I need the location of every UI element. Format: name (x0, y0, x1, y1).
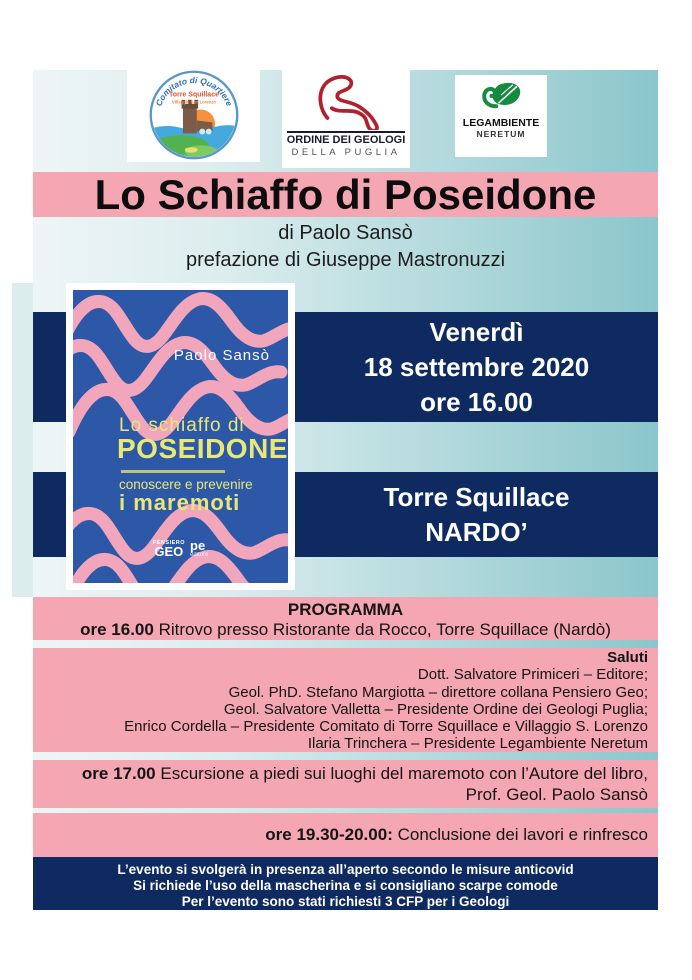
book-cover-art (73, 290, 288, 583)
comitato-quartiere-logo-icon (148, 69, 240, 161)
item3-text: Conclusione dei lavori e rinfresco (397, 825, 648, 844)
covid-line: Per l’evento sono stati richiesti 3 CFP per i Geologi (181, 894, 510, 909)
gradient-background-left-strip (12, 283, 33, 597)
puglia-outline-icon (291, 70, 401, 130)
legambiente-logo-box (455, 75, 547, 157)
geologi-line1: ORDINE DEI GEOLOGI (287, 131, 406, 146)
saluti-line: Geol. PhD. Stefano Margiotta – direttore collana Pensiero Geo; (228, 683, 648, 701)
legambiente-line1: LEGAMBIENTE (462, 117, 540, 129)
subtitle-block (33, 220, 658, 274)
comitato-line1: Torre Squillace (168, 91, 219, 99)
publisher-logo (73, 540, 288, 558)
pensiero-geo-logo: PENSIERO GEO (152, 540, 186, 559)
geologi-line2: DELLA PUGLIA (291, 147, 401, 158)
event-time: ore 16.00 (420, 386, 533, 417)
covid-line: Si richiede l’uso della mascherina e si consigliano scarpe comode (133, 878, 558, 893)
geologi-logo-box (282, 68, 410, 168)
program-item-1600 (43, 620, 648, 640)
preface-line: prefazione di Giuseppe Mastronuzzi (185, 249, 506, 271)
item2-text: Escursione a piedi sui luoghi del maremoto con l’Autore del libro, (160, 764, 648, 783)
cover-title-line1: Lo schiaffo di (119, 415, 245, 436)
program-header-block (33, 597, 658, 640)
comitato-arc-text: Comitato di Quartiere (152, 75, 235, 108)
book-cover (66, 283, 295, 590)
saluti-line: Ilaria Trinchera – Presidente Legambiente Neretum (307, 735, 648, 753)
cover-divider (121, 470, 225, 473)
comitato-line2: Villaggio San Lorenzo (171, 99, 216, 105)
saluti-line: Dott. Salvatore Primiceri – Editore; (417, 666, 648, 684)
item2-line2: Prof. Geol. Paolo Sansò (465, 785, 648, 804)
program-item-1700-block (33, 760, 658, 808)
saluti-line: Enrico Cordella – Presidente Comitato di Torre Squillace e Villaggio S. Lorenzo (124, 718, 648, 736)
item2-line1 (43, 763, 648, 784)
cover-title-line2: POSEIDONE (117, 433, 288, 464)
event-weekday: Venerdì (429, 316, 524, 347)
item3-time: ore 19.30-20.00: (265, 825, 393, 844)
venue-line1: Torre Squillace (383, 481, 570, 512)
covid-line: L’evento si svolgerà in presenza all’aperto secondo le misure anticovid (117, 862, 574, 877)
title-band (33, 172, 658, 217)
saluti-heading: Saluti (607, 649, 648, 666)
cover-subtitle-line1: conoscere e prevenire (119, 477, 253, 492)
page-title: Lo Schiaffo di Poseidone (94, 170, 597, 218)
pe-editore-logo: pe editore (190, 538, 209, 558)
item1-text: Ritrovo presso Ristorante da Rocco, Torre Squillace (Nardò) (158, 620, 611, 639)
tower-icon (182, 108, 196, 134)
item1-time: ore 16.00 (80, 620, 154, 639)
author-line: di Paolo Sansò (278, 222, 413, 244)
item2-time: ore 17.00 (81, 764, 156, 783)
legambiente-swan-icon (477, 80, 525, 115)
event-date-text (295, 312, 658, 422)
saluti-block (33, 648, 658, 752)
program-item-1930-block (33, 813, 658, 857)
venue-line2: NARDO’ (425, 516, 528, 547)
cover-subtitle-line2: i maremoti (119, 490, 241, 515)
cover-author: Paolo Sansò (173, 347, 270, 364)
covid-notice-band (33, 857, 658, 910)
comitato-logo-box (127, 68, 260, 162)
event-date: 18 settembre 2020 (363, 351, 590, 382)
legambiente-line2: NERETUM (476, 129, 526, 139)
saluti-line: Geol. Salvatore Valletta – Presidente Ordine dei Geologi Puglia; (223, 700, 648, 718)
event-venue-text (295, 472, 658, 557)
program-heading: PROGRAMMA (287, 600, 404, 619)
